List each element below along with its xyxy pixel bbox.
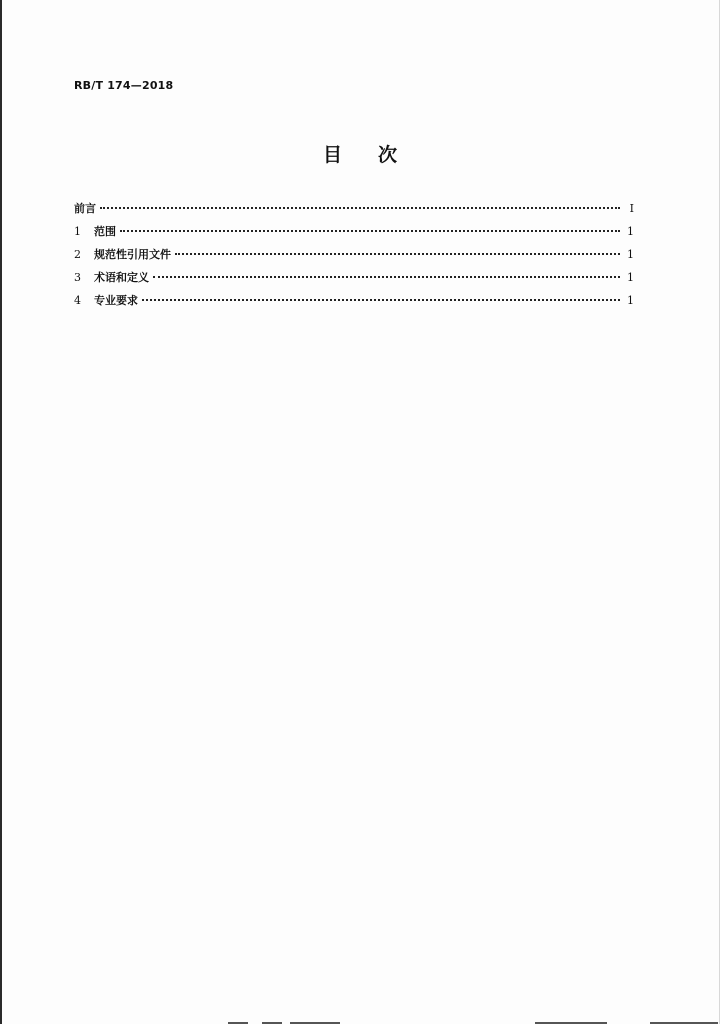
toc-leader-dots <box>153 276 620 278</box>
toc-entry-scope[interactable] <box>74 223 634 246</box>
toc-entry-normative-references[interactable] <box>74 246 634 269</box>
toc-entry-terms-definitions[interactable] <box>74 269 634 292</box>
toc-leader-dots <box>120 230 620 232</box>
toc-entry-page: 1 <box>627 248 634 261</box>
toc-entry-page: 1 <box>627 294 634 307</box>
toc-entry-professional-requirements[interactable] <box>74 292 634 315</box>
toc-title-char-2: 次 <box>378 144 398 166</box>
toc-leader-dots <box>100 207 620 209</box>
toc-leader-dots <box>142 299 620 301</box>
toc-entry-label: 范围 <box>94 225 116 238</box>
toc-entry-number: 3 <box>74 271 81 284</box>
toc-title-char-1: 目 <box>322 144 342 166</box>
document-code: RB/T 174—2018 <box>74 79 174 92</box>
toc-entry-label: 术语和定义 <box>94 271 149 284</box>
toc-entry-number: 4 <box>74 294 81 307</box>
table-of-contents <box>74 200 634 315</box>
toc-entry-number: 1 <box>74 225 81 238</box>
toc-entry-foreword[interactable] <box>74 200 634 223</box>
toc-entry-page: I <box>629 202 634 215</box>
toc-entry-label: 前言 <box>74 202 96 215</box>
toc-entry-number: 2 <box>74 248 81 261</box>
toc-title <box>0 140 720 167</box>
scan-bottom-marks <box>0 1020 720 1024</box>
toc-entry-label: 规范性引用文件 <box>94 248 171 261</box>
toc-leader-dots <box>175 253 620 255</box>
toc-entry-page: 1 <box>627 225 634 238</box>
toc-entry-page: 1 <box>627 271 634 284</box>
toc-entry-label: 专业要求 <box>94 294 138 307</box>
